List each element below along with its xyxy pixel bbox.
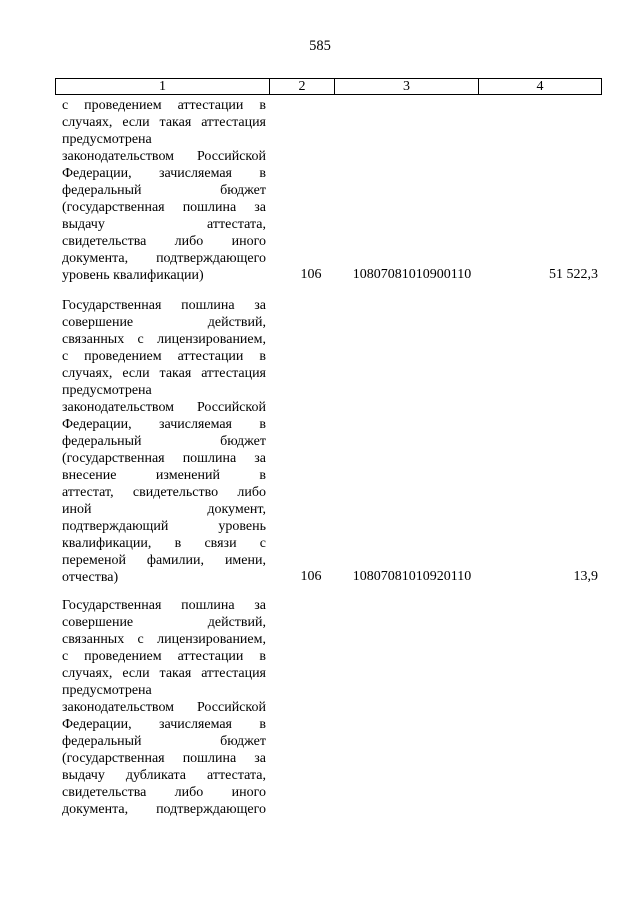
description-line: федеральный бюджет bbox=[62, 734, 266, 749]
description-line: квалификации, в связи с bbox=[62, 536, 266, 551]
row-amount: 51 522,3 bbox=[549, 267, 598, 282]
description-line: свидетельства либо иного bbox=[62, 234, 266, 249]
description-line: федеральный бюджет bbox=[62, 434, 266, 449]
description-line: Федерации, зачисляемая в bbox=[62, 717, 266, 732]
description-line: Федерации, зачисляемая в bbox=[62, 417, 266, 432]
description-line: связанных с лицензированием, bbox=[62, 632, 266, 647]
description-line: иной документ, bbox=[62, 502, 266, 517]
description-line: внесение изменений в bbox=[62, 468, 266, 483]
description-line: уровень квалификации) bbox=[62, 268, 204, 283]
description-line: (государственная пошлина за bbox=[62, 451, 266, 466]
description-line: аттестат, свидетельство либо bbox=[62, 485, 266, 500]
row-description bbox=[62, 297, 266, 586]
row-code: 106 bbox=[300, 267, 322, 282]
description-line: предусмотрена bbox=[62, 132, 152, 147]
description-line: выдачу аттестата, bbox=[62, 217, 266, 232]
header-col-2: 2 bbox=[270, 79, 335, 94]
description-line: выдачу дубликата аттестата, bbox=[62, 768, 266, 783]
header-col-3: 3 bbox=[335, 79, 479, 94]
row-kbk: 10807081010920110 bbox=[352, 569, 472, 584]
description-line: (государственная пошлина за bbox=[62, 751, 266, 766]
description-line: предусмотрена bbox=[62, 683, 152, 698]
table-header bbox=[55, 78, 602, 95]
description-line: федеральный бюджет bbox=[62, 183, 266, 198]
description-line: с проведением аттестации в bbox=[62, 98, 266, 113]
row-description bbox=[62, 97, 266, 284]
page-number: 585 bbox=[309, 38, 331, 54]
description-line: документа, подтверждающего bbox=[62, 802, 266, 817]
table-row bbox=[62, 597, 598, 818]
description-line: законодательством Российской bbox=[62, 700, 266, 715]
row-amount: 13,9 bbox=[573, 569, 598, 584]
table-row bbox=[62, 297, 598, 586]
description-line: с проведением аттестации в bbox=[62, 649, 266, 664]
description-line: предусмотрена bbox=[62, 383, 152, 398]
description-line: (государственная пошлина за bbox=[62, 200, 266, 215]
description-line: отчества) bbox=[62, 570, 119, 585]
description-line: Государственная пошлина за bbox=[62, 598, 266, 613]
row-description bbox=[62, 597, 266, 818]
row-code: 106 bbox=[300, 569, 322, 584]
table-row bbox=[62, 97, 598, 284]
description-line: случаях, если такая аттестация bbox=[62, 366, 266, 381]
description-line: случаях, если такая аттестация bbox=[62, 115, 266, 130]
description-line: связанных с лицензированием, bbox=[62, 332, 266, 347]
description-line: законодательством Российской bbox=[62, 149, 266, 164]
row-kbk: 10807081010900110 bbox=[352, 267, 472, 282]
description-line: подтверждающий уровень bbox=[62, 519, 266, 534]
description-line: переменой фамилии, имени, bbox=[62, 553, 266, 568]
description-line: с проведением аттестации в bbox=[62, 349, 266, 364]
description-line: законодательством Российской bbox=[62, 400, 266, 415]
header-col-4: 4 bbox=[536, 79, 544, 94]
description-line: Федерации, зачисляемая в bbox=[62, 166, 266, 181]
description-line: случаях, если такая аттестация bbox=[62, 666, 266, 681]
description-line: совершение действий, bbox=[62, 315, 266, 330]
description-line: свидетельства либо иного bbox=[62, 785, 266, 800]
description-line: совершение действий, bbox=[62, 615, 266, 630]
description-line: Государственная пошлина за bbox=[62, 298, 266, 313]
description-line: документа, подтверждающего bbox=[62, 251, 266, 266]
header-col-1: 1 bbox=[56, 79, 270, 94]
